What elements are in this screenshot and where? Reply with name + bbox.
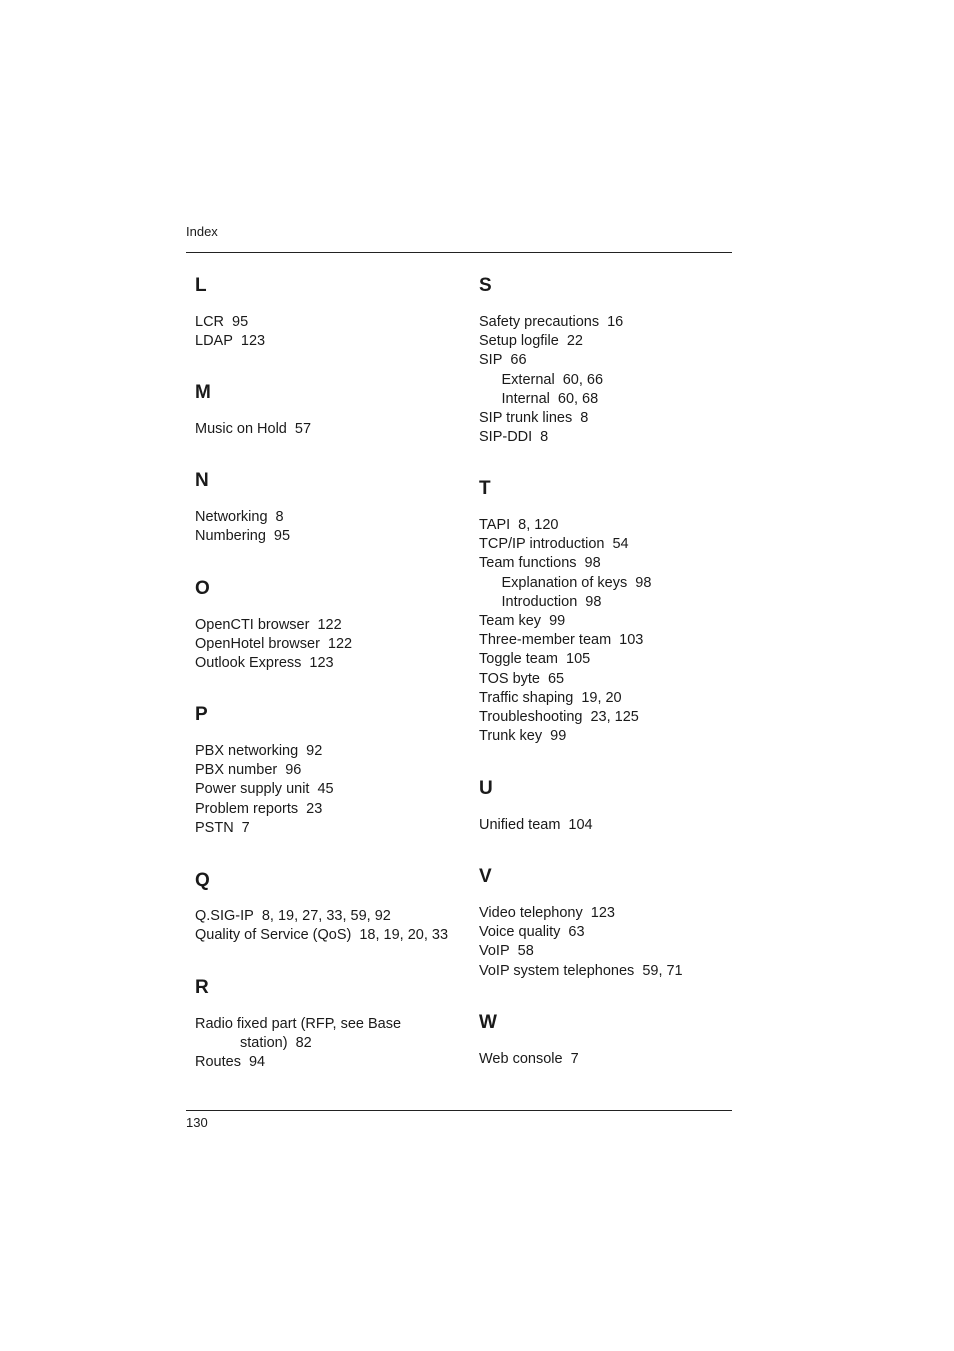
index-term: station): [240, 1035, 288, 1052]
index-page-refs: 123: [590, 905, 615, 921]
index-term: TOS byte: [479, 670, 540, 687]
index-entry: [195, 800, 465, 819]
index-page-refs: 92: [306, 743, 323, 759]
index-letter-heading: T: [479, 478, 491, 499]
index-page-refs: 98: [584, 555, 601, 572]
index-page-refs: 66: [510, 352, 527, 369]
index-entry: [479, 428, 749, 447]
index-letter-heading: M: [195, 382, 211, 403]
index-term: Three-member team: [479, 632, 612, 649]
index-entry: [479, 650, 749, 669]
index-term: Routes: [195, 1054, 241, 1071]
index-entry-list-q: [195, 907, 465, 945]
index-term: LCR: [195, 314, 225, 330]
index-entry: [195, 926, 465, 945]
index-entry: [479, 689, 749, 708]
index-entry: [479, 409, 749, 428]
index-entry: [479, 554, 749, 573]
index-letter-heading: O: [195, 578, 210, 599]
index-page-refs: 103: [619, 632, 644, 649]
index-page-refs: 123: [309, 655, 334, 672]
index-entry-list-l: [195, 313, 465, 351]
index-entry-list-s: [479, 313, 749, 447]
index-page-refs: 7: [241, 819, 250, 836]
index-letter-heading: S: [479, 275, 492, 296]
index-entry: [479, 904, 749, 923]
index-term: OpenHotel browser: [195, 636, 320, 653]
index-letter-heading: R: [195, 977, 209, 998]
index-letter-heading: V: [479, 866, 492, 887]
index-page-refs: 23, 125: [590, 709, 639, 726]
index-term: Networking: [195, 509, 268, 525]
index-page-refs: 8: [580, 410, 589, 427]
index-term: SIP-DDI: [479, 429, 533, 446]
index-term: Unified team: [479, 817, 561, 833]
index-page-refs: 82: [295, 1035, 312, 1052]
index-page-refs: 45: [317, 781, 334, 798]
index-page-refs: 65: [547, 670, 565, 687]
index-entry-list-u: [479, 816, 749, 835]
index-term: Trunk key: [479, 728, 543, 745]
index-page-refs: 57: [294, 421, 312, 437]
index-page-refs: 19, 20: [581, 689, 622, 706]
index-page-refs: 8, 120: [518, 517, 559, 533]
index-entry: [479, 313, 749, 332]
index-page-refs: 104: [568, 817, 593, 833]
index-page-refs: 122: [317, 617, 342, 633]
index-letter-heading: N: [195, 470, 209, 491]
index-term: Explanation of keys: [501, 574, 628, 591]
index-term: Outlook Express: [195, 655, 302, 672]
index-page-refs: 8: [275, 509, 284, 525]
index-page-refs: 58: [517, 943, 534, 960]
index-term: Voice quality: [479, 924, 561, 941]
index-entry: [195, 1015, 465, 1034]
index-subentry: [479, 574, 749, 593]
index-entry: [195, 742, 465, 761]
index-term: Introduction: [501, 593, 578, 610]
index-letter-heading: L: [195, 275, 207, 296]
index-entry: [195, 761, 465, 780]
index-entry-list-v: [479, 904, 749, 981]
index-entry: [195, 1034, 465, 1053]
index-page-refs: 18, 19, 20, 33: [359, 927, 449, 944]
index-term: TCP/IP introduction: [479, 536, 605, 553]
index-entry: [479, 708, 749, 727]
index-page-refs: 22: [566, 333, 583, 350]
index-entry: [479, 962, 749, 981]
index-page-refs: 98: [635, 574, 652, 591]
index-term: TAPI: [479, 517, 511, 533]
index-entry: [479, 1050, 749, 1069]
index-entry: [479, 727, 749, 746]
index-entry: [479, 332, 749, 351]
index-page-refs: 99: [549, 613, 566, 630]
index-entry: [195, 1053, 465, 1072]
index-page-refs: 60, 68: [557, 390, 599, 407]
index-page-refs: 94: [248, 1054, 266, 1071]
index-entry: [479, 612, 749, 631]
index-term: Safety precautions: [479, 314, 600, 330]
index-entry: [195, 527, 465, 546]
index-term: VoIP: [479, 943, 510, 960]
index-term: Quality of Service (QoS): [195, 927, 352, 944]
index-entry: [479, 631, 749, 650]
index-page-refs: 16: [607, 314, 624, 330]
index-subentry: [479, 371, 749, 390]
index-page-refs: 99: [550, 728, 567, 745]
index-term: Power supply unit: [195, 781, 310, 798]
index-entry: [195, 654, 465, 673]
index-term: Web console: [479, 1051, 563, 1067]
index-letter-heading: P: [195, 704, 208, 725]
index-term: Team key: [479, 613, 542, 630]
index-term: OpenCTI browser: [195, 617, 310, 633]
index-term: PSTN: [195, 819, 234, 836]
index-entry: [195, 635, 465, 654]
index-page-refs: 63: [568, 924, 585, 941]
index-page-refs: 60, 66: [562, 371, 604, 388]
index-entry: [479, 351, 749, 370]
index-page-refs: 96: [285, 762, 302, 779]
index-term: Q.SIG-IP: [195, 908, 254, 924]
index-entry: [479, 942, 749, 961]
index-term: Internal: [501, 390, 550, 407]
index-term: PBX networking: [195, 743, 299, 759]
index-entry: [195, 313, 465, 332]
index-term: Troubleshooting: [479, 709, 583, 726]
index-subentry: [479, 390, 749, 409]
index-page-refs: 95: [232, 314, 249, 330]
index-entry: [479, 535, 749, 554]
index-term: External: [501, 371, 555, 388]
index-entry-list-w: [479, 1050, 749, 1069]
index-letter-heading: Q: [195, 870, 210, 891]
index-entry-list-o: [195, 616, 465, 674]
index-letter-heading: W: [479, 1012, 497, 1033]
running-head: Index: [186, 224, 218, 239]
index-subentry: [479, 593, 749, 612]
index-term: VoIP system telephones: [479, 962, 635, 979]
index-page-refs: 98: [585, 593, 602, 610]
index-entry-list-r: [195, 1015, 465, 1073]
index-term: Traffic shaping: [479, 689, 574, 706]
index-entry: [195, 420, 465, 439]
index-page-refs: 95: [273, 528, 291, 545]
index-page-refs: 8, 19, 27, 33, 59, 92: [261, 908, 391, 924]
index-page-refs: 23: [306, 800, 323, 817]
index-entry: [479, 670, 749, 689]
index-entry: [195, 819, 465, 838]
index-term: SIP: [479, 352, 503, 369]
index-entry-list-p: [195, 742, 465, 838]
index-term: Radio fixed part (RFP, see Base: [195, 1016, 402, 1032]
index-entry: [479, 516, 749, 535]
index-term: SIP trunk lines: [479, 410, 573, 427]
index-entry: [195, 616, 465, 635]
index-term: PBX number: [195, 762, 278, 779]
index-page-refs: 8: [540, 429, 549, 446]
header-rule: [186, 252, 732, 253]
index-page-refs: 123: [240, 333, 266, 350]
page-number: 130: [186, 1115, 208, 1130]
index-term: Setup logfile: [479, 333, 559, 350]
index-entry: [195, 332, 465, 351]
index-term: Team functions: [479, 555, 577, 572]
index-term: Numbering: [195, 528, 266, 545]
index-term: Video telephony: [479, 905, 583, 921]
index-page-refs: 122: [327, 636, 353, 653]
index-entry: [195, 780, 465, 799]
index-page-refs: 59, 71: [642, 962, 683, 979]
index-entry: [479, 816, 749, 835]
index-entry-list-m: [195, 420, 465, 439]
index-entry: [479, 923, 749, 942]
index-term: LDAP: [195, 333, 233, 350]
index-letter-heading: U: [479, 778, 493, 799]
index-page-refs: 54: [612, 536, 629, 553]
index-entry-list-t: [479, 516, 749, 746]
index-entry: [195, 907, 465, 926]
index-term: Music on Hold: [195, 421, 287, 437]
index-page-refs: 105: [566, 651, 591, 668]
index-entry: [195, 508, 465, 527]
index-entry-list-n: [195, 508, 465, 546]
index-term: Toggle team: [479, 651, 558, 668]
index-term: Problem reports: [195, 800, 299, 817]
footer-rule: [186, 1110, 732, 1111]
index-page-refs: 7: [570, 1051, 579, 1067]
